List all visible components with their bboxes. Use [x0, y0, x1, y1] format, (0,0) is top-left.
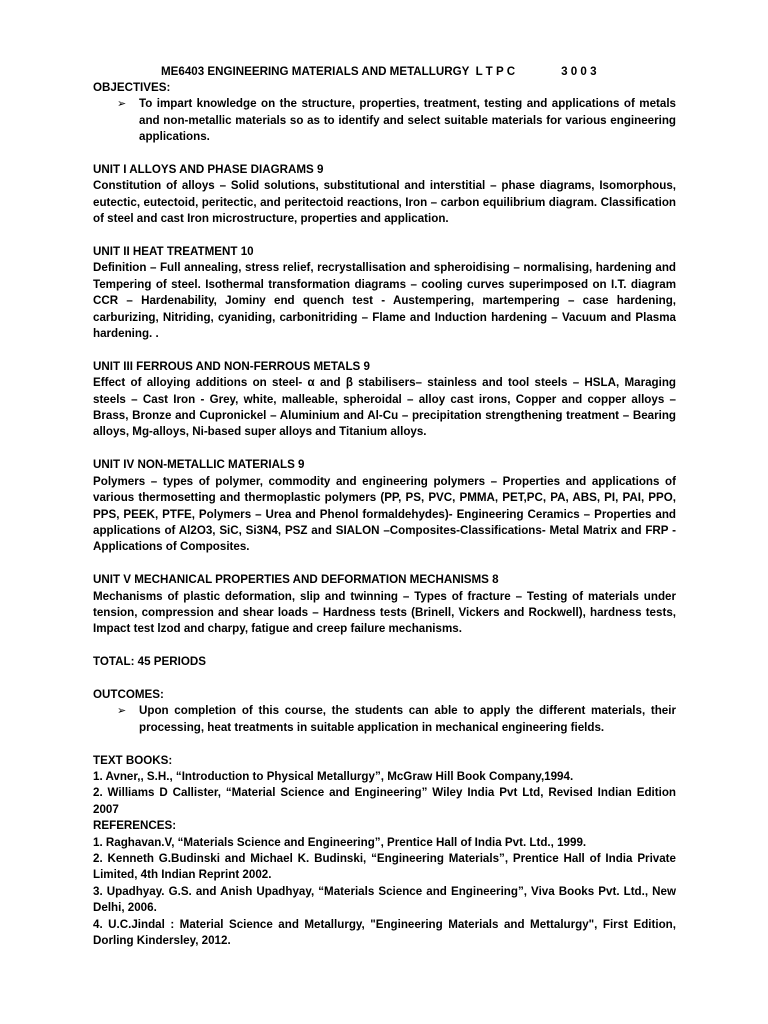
course-header [93, 64, 676, 80]
reference-item: 1. Raghavan.V, “Materials Science and Engineering”, Prentice Hall of India Pvt. Ltd., 1999. [93, 835, 587, 849]
ltpc-values: 3 0 0 3 [561, 65, 597, 78]
unit-2-body: Definition – Full annealing, stress relief, recrystallisation and spheroidising – normalising, hardening and Tempering of steel. Isothermal transformation diagrams – cooling curves superimposed on I.T. diagram CCR – Hardenability, Jominy end quench test - Austempering, martempering – case hardening, carburizing, Nitriding, cyaniding, carbonitriding – Flame and Induction hardening – Vacuum and Plasma hardening. . [93, 261, 676, 341]
unit-3-body: Effect of alloying additions on steel- α and β stabilisers– stainless and tool steels – HSLA, Maraging steels – Cast Iron - Grey, white, malleable, spheroidal – alloy cast irons, Copper and copper alloys – Brass, Bronze and Cupronickel – Aluminium and Al-Cu – precipitation strengthening treatment – Bearing alloys, Mg-alloys, Ni-based super alloys and Titanium alloys. [93, 376, 676, 439]
outcome-text: Upon completion of this course, the students can able to apply the different materials, their processing, heat treatments in suitable application in mechanical engineering fields. [139, 704, 676, 734]
objective-text: To impart knowledge on the structure, properties, treatment, testing and applications of metals and non-metallic materials so as to identify and select suitable materials for various engineering applications. [139, 97, 676, 144]
objectives-heading: OBJECTIVES: [93, 81, 171, 94]
outcomes-heading: OUTCOMES: [93, 687, 164, 701]
unit-4-body: Polymers – types of polymer, commodity and engineering polymers – Properties and applications of various thermosetting and thermoplastic polymers (PP, PS, PVC, PMMA, PET,PC, PA, ABS, PI, PAI, PPO, PPS, PEEK, PTFE, Polymers – Urea and Phenol formaldehydes)- Engineering Ceramics – Properties and applications of Al2O3, SiC, Si3N4, PSZ and SIALON –Composites-Classifications- Metal Matrix and FRP - Applications of Composites. [93, 474, 676, 554]
text-books-heading: TEXT BOOKS: [93, 753, 173, 767]
unit-5-heading: UNIT V MECHANICAL PROPERTIES AND DEFORMATION MECHANISMS 8 [93, 573, 499, 587]
course-title: ME6403 ENGINEERING MATERIALS AND METALLURGY [161, 65, 470, 78]
reference-item: 2. Kenneth G.Budinski and Michael K. Budinski, “Engineering Materials”, Prentice Hall of India Private Limited, 4th Indian Reprint 2002. [93, 851, 676, 882]
unit-1-heading: UNIT I ALLOYS AND PHASE DIAGRAMS 9 [93, 163, 324, 177]
unit-1-body: Constitution of alloys – Solid solutions, substitutional and interstitial – phase diagrams, Isomorphous, eutectic, eutectoid, peritectic, and peritectoid reactions, Iron – carbon equilibrium diagram. Classification of steel and cast Iron microstructure, properties and application. [93, 179, 676, 226]
text-book-item: 2. Williams D Callister, “Material Science and Engineering” Wiley India Pvt Ltd, Revised Indian Edition 2007 [93, 786, 676, 816]
references-heading: REFERENCES: [93, 819, 177, 833]
reference-item: 4. U.C.Jindal : Material Science and Metallurgy, "Engineering Materials and Mettalurgy", First Edition, Dorling Kindersley, 2012. [93, 917, 676, 947]
right-arrow-bullet-icon: ➢ [117, 98, 127, 111]
outcome-item [93, 703, 676, 736]
text-book-item: 1. Avner,, S.H., “Introduction to Physical Metallurgy”, McGraw Hill Book Company,1994. [93, 769, 574, 783]
total-periods: TOTAL: 45 PERIODS [93, 655, 206, 669]
right-arrow-bullet-icon: ➢ [117, 705, 127, 718]
unit-4-heading: UNIT IV NON-METALLIC MATERIALS 9 [93, 458, 305, 472]
unit-2-heading: UNIT II HEAT TREATMENT 10 [93, 245, 254, 259]
unit-3-heading: UNIT III FERROUS AND NON-FERROUS METALS 9 [93, 359, 370, 373]
objective-item [93, 96, 676, 145]
unit-5-body: Mechanisms of plastic deformation, slip and twinning – Types of fracture – Testing of materials under tension, compression and shear loads – Hardness tests (Brinell, Vickers and Rockwell), hardness tests, Impact test lzod and charpy, fatigue and creep failure mechanisms. [93, 589, 676, 636]
reference-item: 3. Upadhyay. G.S. and Anish Upadhyay, “Materials Science and Engineering”, Viva Books Pvt. Ltd., New Delhi, 2006. [93, 884, 676, 915]
ltpc-label: L T P C [475, 65, 516, 78]
